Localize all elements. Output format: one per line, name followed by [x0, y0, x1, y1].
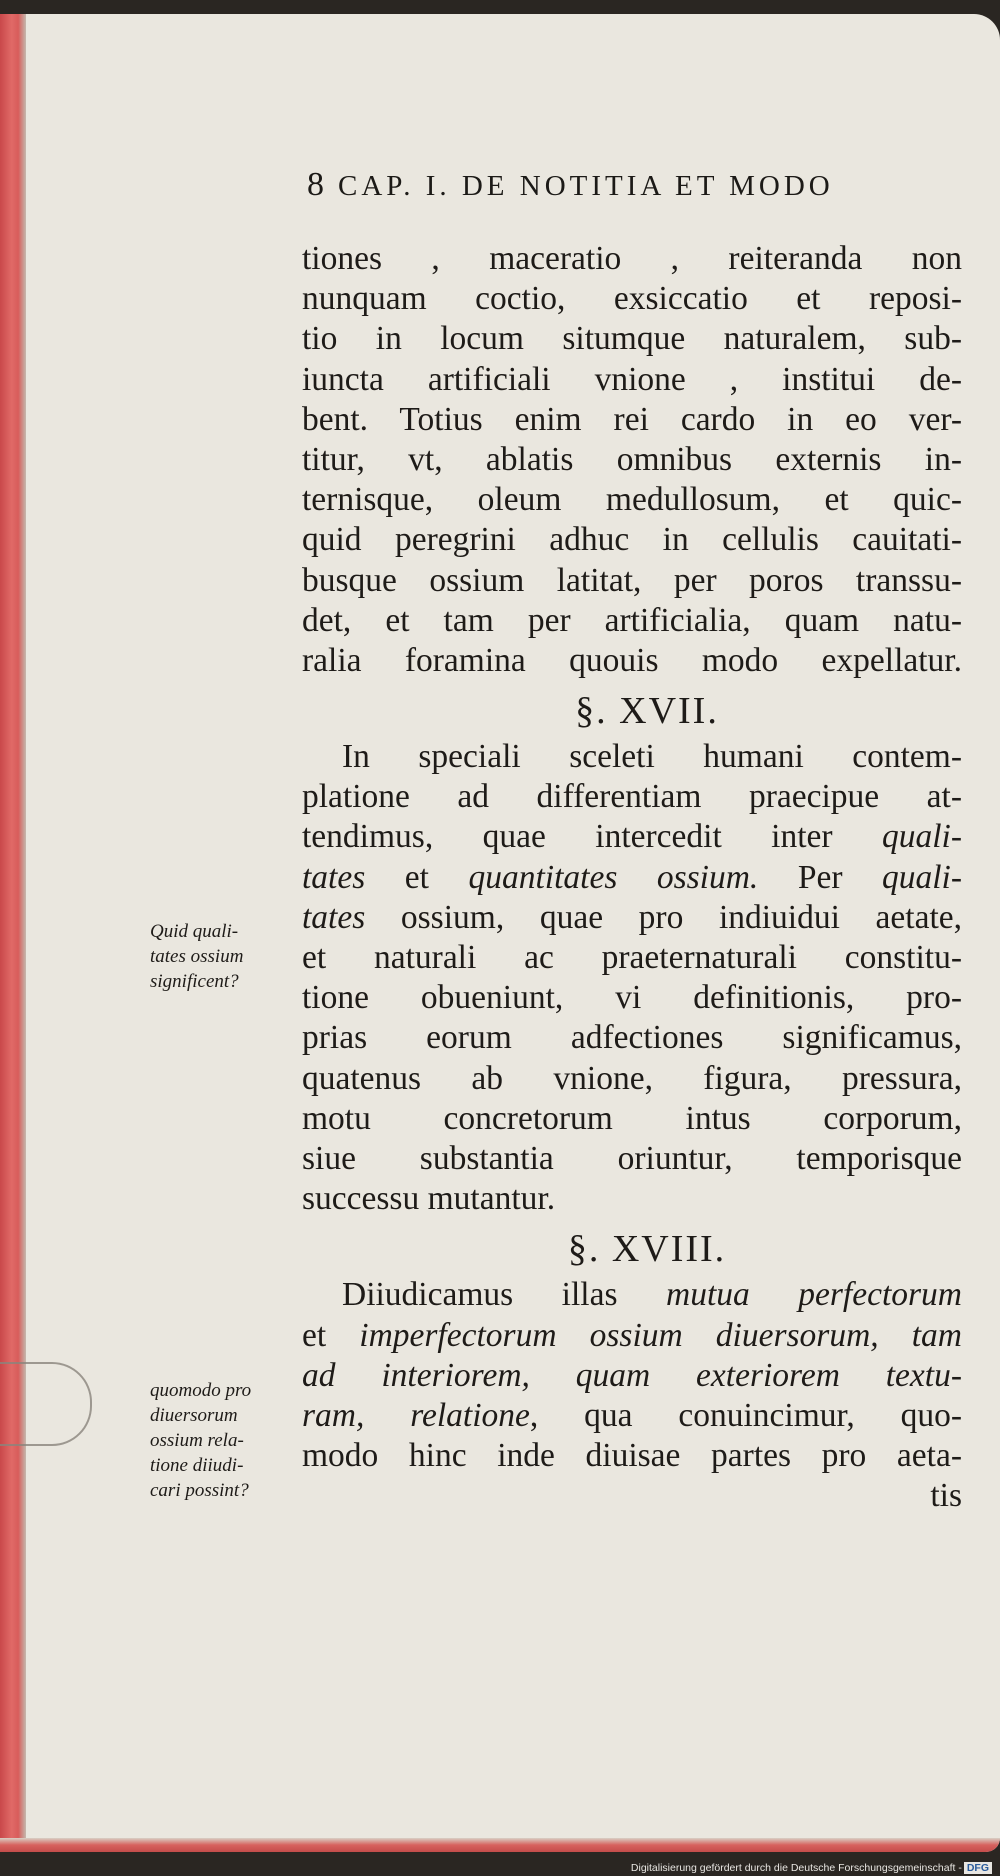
text-line: et naturali ac praeternaturali constitu- [302, 939, 962, 976]
dfg-logo: DFG [964, 1862, 992, 1874]
text-line: tio in locum situmque naturalem, sub- [302, 320, 962, 358]
thumb-shadow [0, 1362, 92, 1446]
marginal-note-qualitates: Quid quali- tates ossium significent? [150, 921, 244, 992]
book-page [0, 14, 1000, 1852]
text-line: tione obueniunt, vi definitionis, pro- [302, 979, 962, 1017]
page-red-edge-left [0, 14, 26, 1852]
text-line: iuncta artificiali vnione , institui de- [302, 360, 962, 398]
marginal-note-diiudicari: quomodo pro diuersorum ossium rela- tione diiudi- cari possint? [150, 1380, 252, 1501]
digitization-credit: Digitalisierung gefördert durch die Deutsche Forschungsgemeinschaft - DFG [631, 1862, 992, 1874]
page-red-edge-bottom [0, 1838, 1000, 1852]
text-line: platione ad differentiam praecipue at- [302, 778, 962, 816]
running-head [307, 166, 937, 204]
text-line: ram, relatione, qua conuincimur, quo- [302, 1396, 962, 1434]
catchword: tis [930, 1477, 962, 1515]
main-text [302, 239, 962, 1516]
text-line: In speciali sceleti humani contem- [342, 738, 962, 776]
text-line: busque ossium latitat, per poros transsu- [302, 561, 962, 599]
text-line: successu mutantur. [302, 1180, 556, 1218]
text-line: titur, vt, ablatis omnibus externis in- [302, 440, 962, 478]
text-line: ad interiorem, quam exteriorem textu- [302, 1356, 962, 1394]
text-line: et imperfectorum ossium diuersorum, tam [302, 1316, 962, 1354]
text-line: tates ossium, quae pro indiuidui aetate, [302, 898, 962, 936]
text-line: quid peregrini adhuc in cellulis cauitati- [302, 521, 962, 559]
text-line: ralia foramina quouis modo expellatur. [302, 641, 962, 679]
running-title: CAP. I. DE NOTITIA ET MODO [338, 170, 834, 202]
text-line: Diiudicamus illas mutua perfectorum [342, 1276, 962, 1314]
text-line: tiones , maceratio , reiteranda non [302, 240, 962, 277]
italic-term: quali- [881, 818, 962, 856]
text-line: siue substantia oriuntur, temporisque [302, 1139, 962, 1177]
text-line: tendimus, quae intercedit inter quali- [302, 818, 962, 856]
text-line: modo hinc inde diuisae partes pro aeta- [302, 1437, 962, 1475]
text-line: det, et tam per artificialia, quam natu- [302, 601, 962, 639]
text-line: prias eorum adfectiones significamus, [302, 1019, 962, 1057]
text-line: quatenus ab vnione, figura, pressura, [302, 1059, 962, 1097]
section-heading-18: §. XVIII. [567, 1228, 727, 1271]
page-number: 8 [307, 166, 324, 203]
text-line: motu concretorum intus corporum, [302, 1099, 962, 1137]
text-line: tates et quantitates ossium. Per quali- [302, 858, 962, 896]
text-line: ternisque, oleum medullosum, et quic- [302, 481, 962, 519]
text-line: bent. Totius enim rei cardo in eo ver- [302, 400, 962, 438]
section-heading-17: §. XVII. [575, 690, 719, 733]
text-line: nunquam coctio, exsiccatio et reposi- [302, 280, 962, 318]
